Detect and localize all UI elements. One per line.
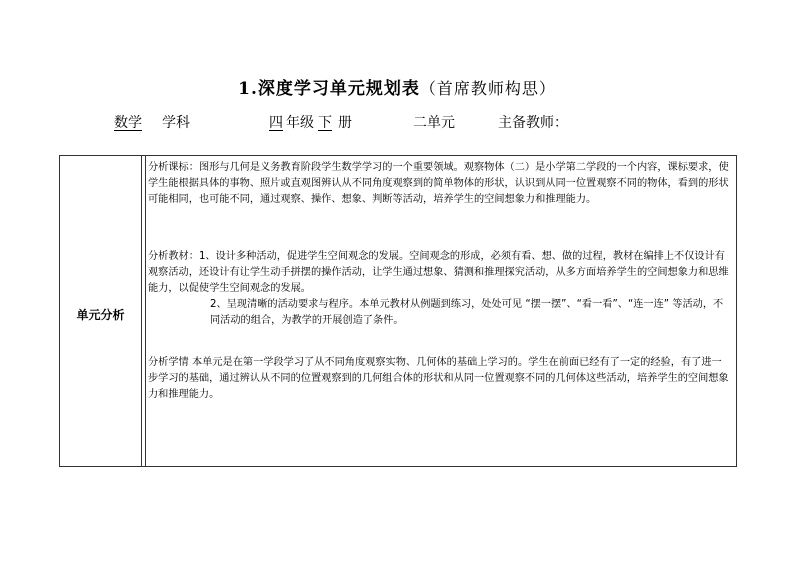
- row-label: 单元分析: [76, 308, 125, 322]
- students-analysis: [148, 355, 730, 403]
- column-divider-inner: [145, 156, 146, 466]
- textbook-item-1: 1、设计多种活动，促进学生空间观念的发展。空间观念的形成，必须有看、想、做的过程，教材在编排上不仅设计有观察活动，还设计有让学生动手拼摆的操作活动，让学生通过想象、猜测和推理探究活动，从多方面培养学生的空间想象力和思维能力，以促使学生空间观念的发展。: [148, 251, 729, 294]
- term-value: 下: [318, 115, 332, 131]
- title-paren: （首席教师构思）: [419, 79, 556, 98]
- textbook-label: 分析教材：: [148, 251, 199, 262]
- students-text: 本单元是在第一学段学习了从不同角度观察实物、几何体的基础上学习的。学生在前面已经有了一定的经验，有了进一步学习的基础，通过辨认从不同的位置观察到的几何组合体的形状和从同一位置观察不同的几何体这些活动，培养学生的空间想象力和推理能力。: [148, 357, 729, 400]
- column-divider: [141, 156, 142, 466]
- term-label: 册: [338, 115, 352, 131]
- textbook-analysis: [148, 249, 730, 297]
- curriculum-label: 分析课标：: [148, 162, 199, 173]
- curriculum-analysis: [148, 160, 730, 208]
- textbook-item-2: 2、呈现清晰的活动要求与程序。本单元教材从例题到练习，处处可见 “摆一摆”、“看一看”、“连一连” 等活动，不同活动的组合，为教学的开展创造了条件。: [210, 299, 724, 326]
- subject-value: 数学: [114, 115, 142, 131]
- teacher-label: 主备教师：: [498, 115, 568, 131]
- textbook-item-2-block: [148, 297, 730, 329]
- subject-label: 学科: [162, 115, 190, 131]
- unit-analysis-table: [59, 155, 737, 467]
- students-label: 分析学情: [148, 357, 189, 368]
- page-title: [0, 74, 794, 99]
- curriculum-text: 图形与几何是义务教育阶段学生数学学习的一个重要领域。观察物体（二）是小学第二学段的一个内容，课标要求，使学生能根据具体的事物、照片或直观图辨认从不同角度观察到的简单物体的形状，认识到从同一位置观察不同的物体，看到的形状可能相同，也可能不同，通过观察、操作、想象、判断等活动，培养学生的空间想象力和推理能力。: [148, 162, 729, 205]
- grade-label: 年级: [286, 115, 314, 131]
- grade-value: 四: [269, 115, 283, 131]
- unit-label: 二单元: [413, 115, 455, 131]
- title-main: 1.深度学习单元规划表: [238, 79, 420, 99]
